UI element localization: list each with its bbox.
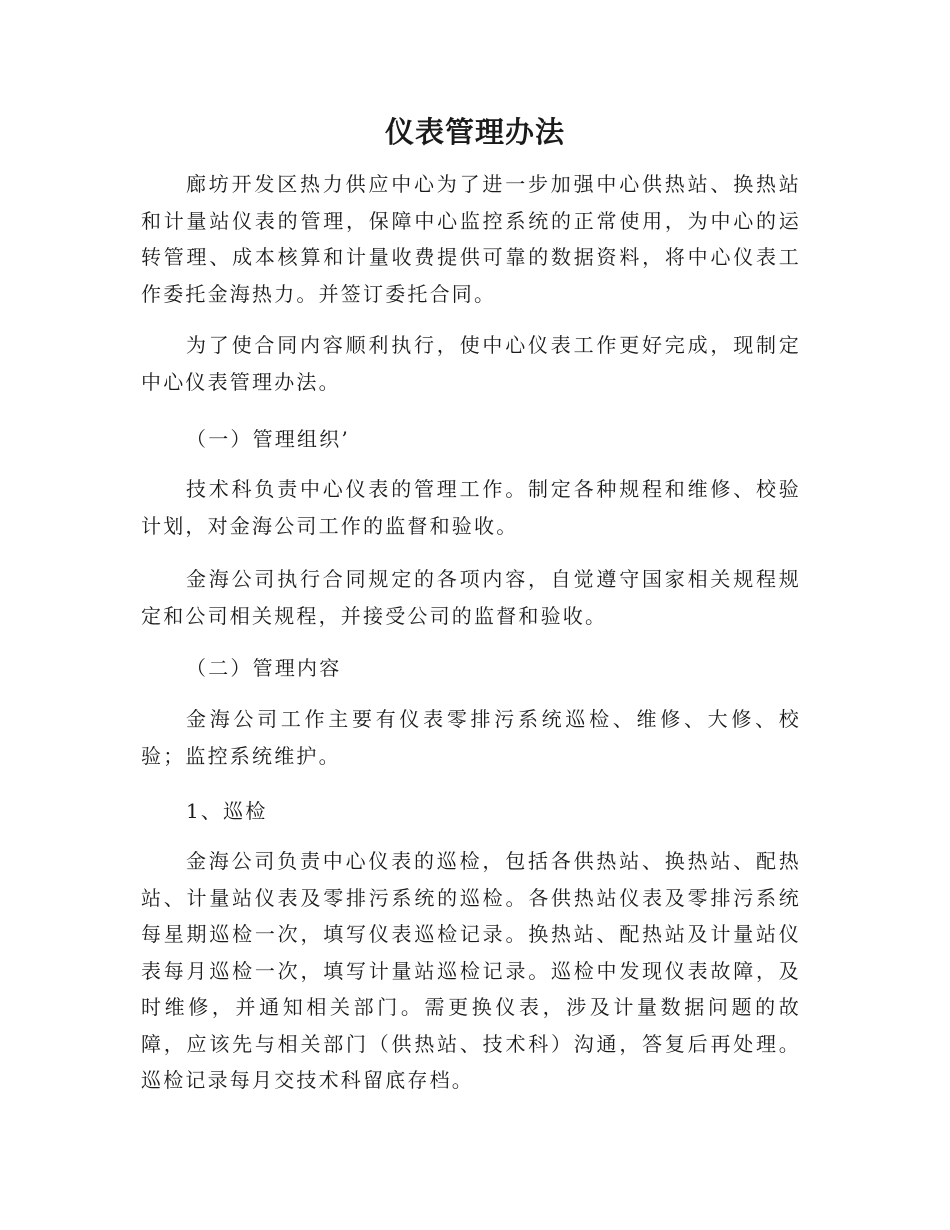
paragraph-jinhai-duties: 金海公司执行合同规定的各项内容，自觉遵守国家相关规程规定和公司相关规程，并接受公司的监督和验收。 bbox=[141, 567, 801, 628]
paragraph-inspection: 金海公司负责中心仪表的巡检，包括各供热站、换热站、配热站、计量站仪表及零排污系统的巡检。各供热站仪表及零排污系统每星期巡检一次，填写仪表巡检记录。换热站、配热站及计量站仪表每月巡检一次，填写计量站巡检记录。巡检中发现仪表故障，及时维修，并通知相关部门。需更换仪表，涉及计量数据问题的故障，应该先与相关部门（供热站、技术科）沟通，答复后再处理。巡检记录每月交技术科留底存档。 bbox=[141, 849, 801, 1092]
paragraph-intro: 廊坊开发区热力供应中心为了进一步加强中心供热站、换热站和计量站仪表的管理，保障中心监控系统的正常使用，为中心的运转管理、成本核算和计量收费提供可靠的数据资料，将中心仪表工作委托金海热力。并签订委托合同。 bbox=[141, 172, 801, 306]
paragraph-purpose: 为了使合同内容顺利执行，使中心仪表工作更好完成，现制定中心仪表管理办法。 bbox=[141, 333, 801, 394]
subsection-heading-inspection: 1、巡检 bbox=[186, 799, 268, 823]
section-heading-content: （二）管理内容 bbox=[186, 656, 342, 680]
section-heading-organization: （一）管理组织’ bbox=[186, 427, 350, 451]
paragraph-work-scope: 金海公司工作主要有仪表零排污系统巡检、维修、大修、校验；监控系统维护。 bbox=[141, 707, 801, 768]
paragraph-tech-dept: 技术科负责中心仪表的管理工作。制定各种规程和维修、校验计划，对金海公司工作的监督和验收。 bbox=[141, 477, 801, 538]
document-title: 仪表管理办法 bbox=[384, 115, 565, 149]
